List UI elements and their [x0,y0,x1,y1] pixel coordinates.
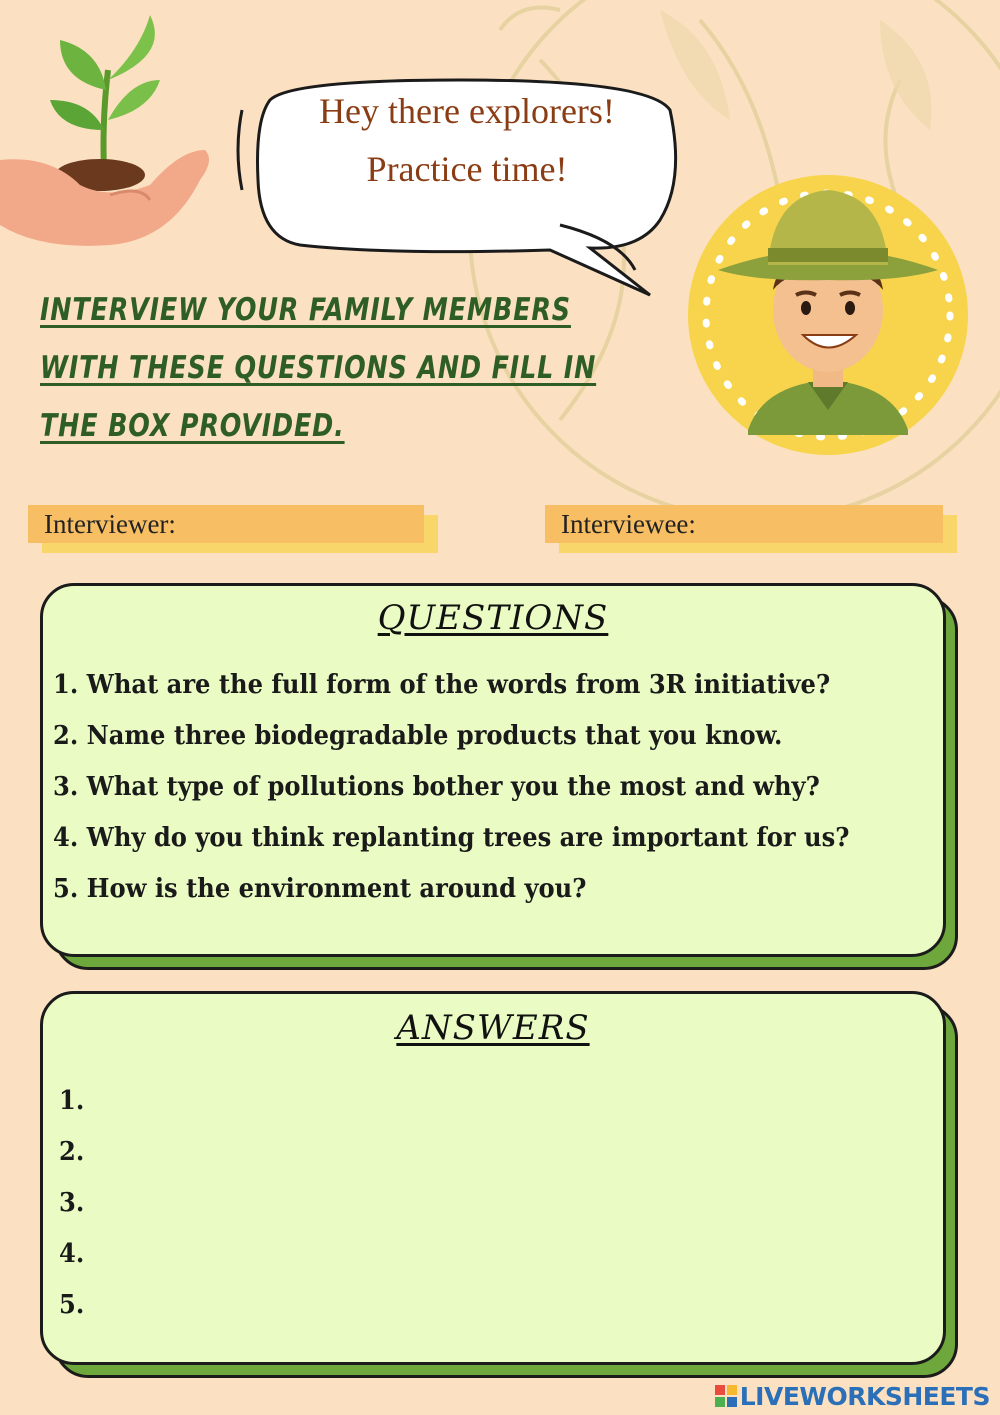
question-item: 4. Why do you think replanting trees are important for us? [53,823,850,853]
question-item: 1. What are the full form of the words from 3R initiative? [53,670,831,700]
interviewer-label: Interviewer: [44,509,176,539]
question-item: 2. Name three biodegradable products that you know. [53,721,783,751]
questions-heading: QUESTIONS [377,598,609,638]
liveworksheets-logo-icon [715,1385,737,1407]
interviewee-label: Interviewee: [561,509,696,539]
instruction-line-2: WITH THESE QUESTIONS AND FILL IN [40,350,597,386]
brand-name: LIVEWORKSHEETS [739,1381,990,1411]
answer-item[interactable]: 4. [59,1239,85,1269]
question-item: 3. What type of pollutions bother you the most and why? [53,772,820,802]
question-item: 5. How is the environment around you? [53,874,587,904]
answer-item[interactable]: 1. [59,1086,85,1116]
answer-item[interactable]: 5. [59,1290,85,1320]
answers-box [40,991,946,1365]
interviewee-field[interactable] [545,505,943,543]
bubble-text-line-2: Practice time! [366,149,568,189]
instruction-line-1: INTERVIEW YOUR FAMILY MEMBERS [40,292,571,328]
explorer-avatar [668,170,988,460]
questions-box [40,583,946,957]
liveworksheets-brand [715,1382,990,1410]
hand-with-plant-icon [0,10,220,250]
answer-item[interactable]: 2. [59,1137,85,1167]
bubble-text-line-1: Hey there explorers! [319,91,615,131]
instruction-line-3: THE BOX PROVIDED. [40,408,345,444]
answer-item[interactable]: 3. [59,1188,85,1218]
answers-heading: ANSWERS [396,1008,590,1048]
interviewer-field[interactable] [28,505,424,543]
